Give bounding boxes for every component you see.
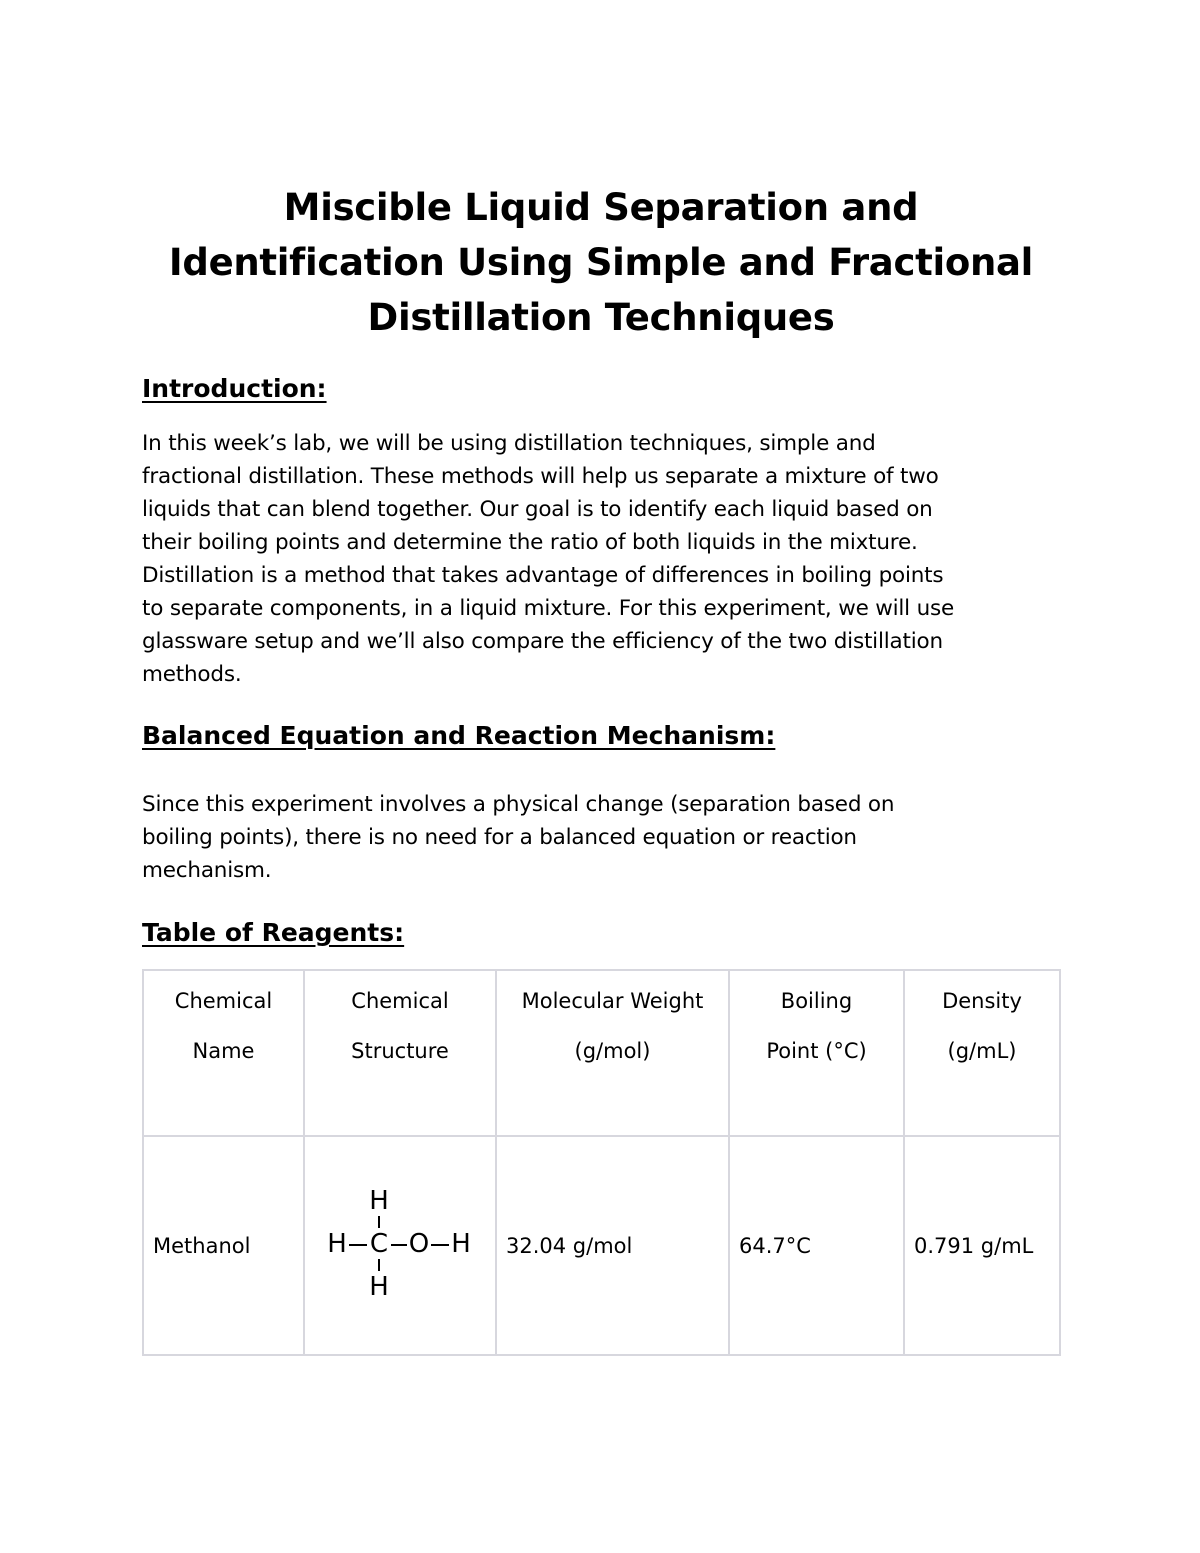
bond-line (378, 1259, 380, 1271)
header-text: Name (192, 1039, 255, 1063)
paragraph-line: In this week’s lab, we will be using distillation techniques, simple and (142, 431, 876, 456)
atom-carbon: C (369, 1228, 389, 1259)
bond-line (391, 1244, 407, 1246)
table-row (143, 1136, 1060, 1355)
header-cell-molecular-weight (496, 970, 729, 1136)
paragraph-line: their boiling points and determine the ratio of both liquids in the mixture. (142, 530, 918, 555)
header-cell-boiling-point (729, 970, 904, 1136)
document-title (82, 180, 1120, 345)
title-line: Distillation Techniques (367, 296, 835, 339)
atom-hydrogen-right: H (451, 1228, 471, 1259)
bond-line (378, 1216, 380, 1228)
cell-molecular-weight: 32.04 g/mol (496, 1136, 729, 1355)
header-text: Chemical (174, 989, 273, 1013)
header-cell-chemical-structure (304, 970, 496, 1136)
atom-oxygen: O (408, 1228, 430, 1259)
header-text: (g/mL) (947, 1039, 1017, 1063)
header-text: Structure (351, 1039, 449, 1063)
header-text: Chemical (351, 989, 449, 1013)
equation-paragraph (142, 788, 1072, 887)
introduction-paragraph (142, 427, 1072, 691)
cell-chemical-structure (304, 1136, 496, 1355)
paragraph-line: fractional distillation. These methods will help us separate a mixture of two (142, 464, 939, 489)
atom-hydrogen-left: H (327, 1228, 347, 1259)
header-text: Molecular Weight (521, 989, 704, 1013)
methanol-structure-diagram (325, 1186, 485, 1306)
bond-line (431, 1244, 449, 1246)
paragraph-line: Distillation is a method that takes advantage of differences in boiling points (142, 563, 944, 588)
paragraph-line: boiling points), there is no need for a balanced equation or reaction (142, 825, 857, 850)
header-text: Boiling (780, 989, 853, 1013)
header-text: Density (942, 989, 1022, 1013)
paragraph-line: liquids that can blend together. Our goal is to identify each liquid based on (142, 497, 933, 522)
paragraph-line: glassware setup and we’ll also compare the efficiency of the two distillation (142, 629, 943, 654)
title-line: Miscible Liquid Separation and (283, 186, 919, 229)
table-header-row (143, 970, 1060, 1136)
equation-heading: Balanced Equation and Reaction Mechanism: (142, 721, 776, 750)
paragraph-line: methods. (142, 662, 242, 687)
header-cell-chemical-name (143, 970, 304, 1136)
paragraph-line: to separate components, in a liquid mixture. For this experiment, we will use (142, 596, 955, 621)
cell-boiling-point: 64.7°C (729, 1136, 904, 1355)
reagents-heading: Table of Reagents: (142, 918, 405, 947)
bond-line (349, 1244, 367, 1246)
paragraph-line: mechanism. (142, 858, 272, 883)
introduction-heading: Introduction: (142, 374, 327, 403)
cell-chemical-name: Methanol (143, 1136, 304, 1355)
title-line: Identification Using Simple and Fractional (168, 241, 1034, 284)
reagents-table (142, 969, 1061, 1356)
header-text: Point (°C) (766, 1039, 867, 1063)
atom-hydrogen-top: H (369, 1185, 389, 1216)
header-cell-density (904, 970, 1060, 1136)
paragraph-line: Since this experiment involves a physical change (separation based on (142, 792, 895, 817)
header-text: (g/mol) (574, 1039, 651, 1063)
atom-hydrogen-bottom: H (369, 1271, 389, 1302)
cell-density: 0.791 g/mL (904, 1136, 1060, 1355)
